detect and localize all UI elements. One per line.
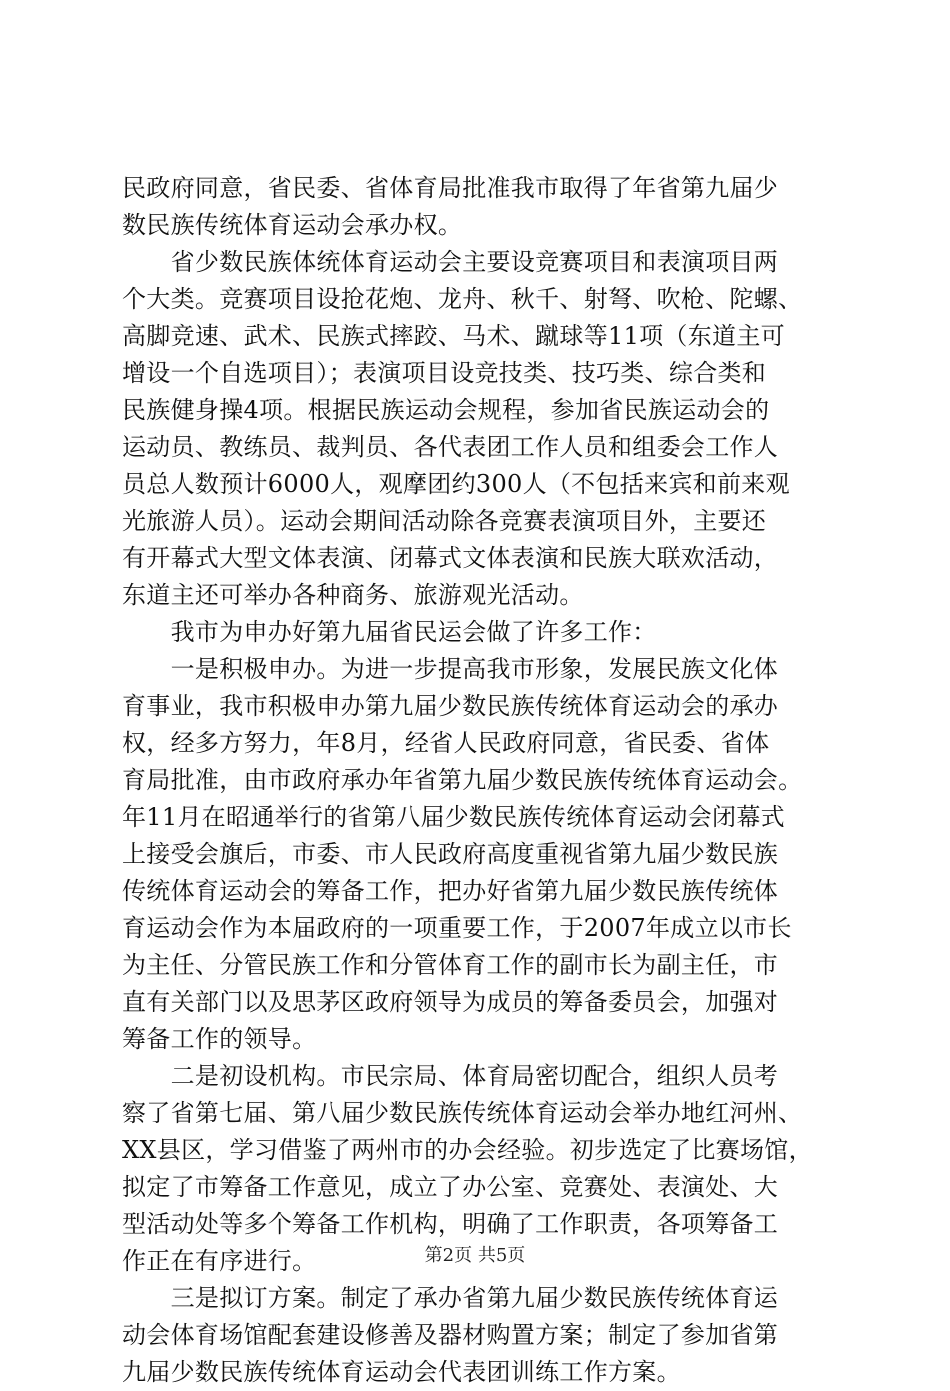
text-line: 省少数民族体统体育运动会主要设竞赛项目和表演项目两 <box>122 248 779 276</box>
text-line: 有开幕式大型文体表演、闭幕式文体表演和民族大联欢活动， <box>122 544 779 572</box>
text-line: 增设一个自选项目）；表演项目设竞技类、技巧类、综合类和 <box>122 359 767 387</box>
text-line: 为主任、分管民族工作和分管体育工作的副市长为副主任，市 <box>122 951 779 979</box>
text-line: 年11月在昭通举行的省第八届少数民族传统体育运动会闭幕式 <box>122 803 785 831</box>
text-line: 筹备工作的领导。 <box>122 1025 317 1053</box>
text-line: 察了省第七届、第八届少数民族传统体育运动会举办地红河州、 <box>122 1099 803 1127</box>
text-line: 型活动处等多个筹备工作机构，明确了工作职责，各项筹备工 <box>122 1210 779 1238</box>
text-line: 个大类。竞赛项目设抢花炮、龙舟、秋千、射弩、吹枪、陀螺、 <box>122 285 803 313</box>
text-line: 育运动会作为本届政府的一项重要工作，于2007年成立以市长 <box>122 914 792 942</box>
text-line: XX县区，学习借鉴了两州市的办会经验。初步选定了比赛场馆， <box>122 1136 813 1164</box>
text-line: 权，经多方努力，年8月，经省人民政府同意，省民委、省体 <box>122 729 770 757</box>
text-line: 高脚竞速、武术、民族式摔跤、马术、蹴球等11项（东道主可 <box>122 322 785 350</box>
text-line: 员总人数预计6000人，观摩团约300人（不包括来宾和前来观 <box>122 470 790 498</box>
text-line: 传统体育运动会的筹备工作，把办好省第九届少数民族传统体 <box>122 877 779 905</box>
text-line: 一是积极申办。为进一步提高我市形象，发展民族文化体 <box>122 655 779 683</box>
text-line: 民族健身操4项。根据民族运动会规程，参加省民族运动会的 <box>122 396 770 424</box>
text-line: 三是拟订方案。制定了承办省第九届少数民族传统体育运 <box>122 1284 779 1312</box>
text-line: 九届少数民族传统体育运动会代表团训练工作方案。 <box>122 1358 681 1386</box>
text-line: 东道主还可举办各种商务、旅游观光活动。 <box>122 581 584 609</box>
text-line: 育事业，我市积极申办第九届少数民族传统体育运动会的承办 <box>122 692 779 720</box>
text-line: 二是初设机构。市民宗局、体育局密切配合，组织人员考 <box>122 1062 779 1090</box>
text-line: 作正在有序进行。 <box>122 1247 317 1275</box>
text-line: 上接受会旗后，市委、市人民政府高度重视省第九届少数民族 <box>122 840 779 868</box>
text-line: 运动员、教练员、裁判员、各代表团工作人员和组委会工作人 <box>122 433 779 461</box>
document-body <box>122 170 834 1391</box>
text-line: 直有关部门以及思茅区政府领导为成员的筹备委员会，加强对 <box>122 988 779 1016</box>
text-line: 拟定了市筹备工作意见，成立了办公室、竞赛处、表演处、大 <box>122 1173 779 1201</box>
page-footer: 第2页 共5页 <box>424 1245 526 1266</box>
text-line: 民政府同意，省民委、省体育局批准我市取得了年省第九届少 <box>122 174 779 202</box>
text-line: 光旅游人员）。运动会期间活动除各竞赛表演项目外，主要还 <box>122 507 767 535</box>
text-line: 育局批准，由市政府承办年省第九届少数民族传统体育运动会。 <box>122 766 803 794</box>
text-line: 数民族传统体育运动会承办权。 <box>122 211 463 239</box>
text-line: 我市为申办好第九届省民运会做了许多工作： <box>122 618 657 646</box>
text-line: 动会体育场馆配套建设修善及器材购置方案；制定了参加省第 <box>122 1321 779 1349</box>
